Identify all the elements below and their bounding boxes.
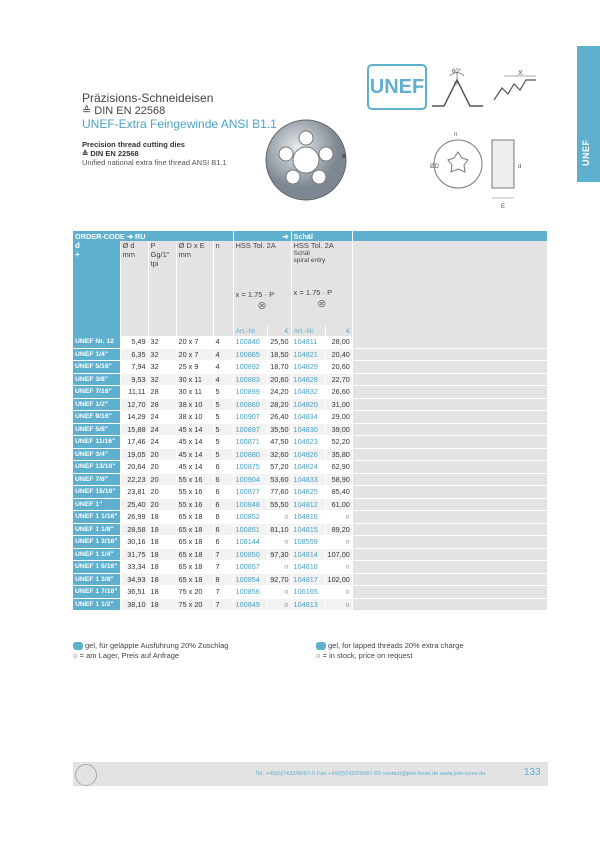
pitch-value: 24	[148, 411, 176, 424]
pitch-value: 18	[148, 586, 176, 599]
price-schael: 29,00	[325, 411, 352, 424]
header-hss2: HSS Tol. 2A Schäl spiral entry x = 1.75 · P ⊗	[291, 241, 352, 326]
pitch-value: 28	[148, 398, 176, 411]
norm-de: ≙ DIN EN 22568	[82, 105, 166, 117]
price-hss: 81,10	[267, 523, 291, 536]
dxe-value: 45 x 14	[176, 436, 213, 449]
dxe-value: 30 x 11	[176, 386, 213, 399]
artnr-schael: 104812	[291, 498, 325, 511]
pitch-value: 18	[148, 536, 176, 549]
price-hss: 57,20	[267, 461, 291, 474]
artnr-schael: 104821	[291, 348, 325, 361]
price-hss: 28,20	[267, 398, 291, 411]
price-hss: 92,70	[267, 573, 291, 586]
price-schael: 102,00	[325, 573, 352, 586]
diagram-d-label: d	[518, 164, 522, 170]
n-value: 6	[213, 498, 233, 511]
od-value: 26,99	[120, 511, 148, 524]
header-p: P Gg/1" tpi	[148, 241, 176, 326]
n-value: 7	[213, 598, 233, 611]
artnr-hss: 100860	[233, 398, 267, 411]
artnr-schael: 104816	[291, 511, 325, 524]
pitch-value: 24	[148, 423, 176, 436]
artnr-schael: 104813	[291, 598, 325, 611]
artnr-schael: 104830	[291, 423, 325, 436]
dxe-value: 45 x 14	[176, 448, 213, 461]
pitch-value: 24	[148, 436, 176, 449]
header-od: Ø d mm	[120, 241, 148, 326]
artnr-schael: 104817	[291, 573, 325, 586]
price-schael: 85,40	[325, 486, 352, 499]
table-row	[73, 386, 548, 399]
od-value: 14,29	[120, 411, 148, 424]
artnr-schael: 104825	[291, 486, 325, 499]
pitch-value: 18	[148, 548, 176, 561]
die-dimension-diagram	[430, 128, 530, 218]
artnr-hss: 100850	[233, 548, 267, 561]
dxe-value: 65 x 18	[176, 523, 213, 536]
header-n: n	[213, 241, 233, 326]
size-label: UNEF 5/8"	[73, 423, 120, 436]
size-label: UNEF 3/4"	[73, 448, 120, 461]
size-label: UNEF 7/16"	[73, 386, 120, 399]
artnr-schael: 104828	[291, 373, 325, 386]
cutting-die-image	[262, 116, 350, 204]
price-schael: 52,20	[325, 436, 352, 449]
pitch-value: 20	[148, 461, 176, 474]
order-code-bar	[73, 231, 548, 241]
table-row	[73, 411, 548, 424]
table-row	[73, 373, 548, 386]
price-hss: 77,60	[267, 486, 291, 499]
dxe-value: 30 x 11	[176, 373, 213, 386]
od-value: 30,16	[120, 536, 148, 549]
n-value: 7	[213, 548, 233, 561]
price-hss: 97,30	[267, 548, 291, 561]
n-value: 4	[213, 373, 233, 386]
od-value: 7,94	[120, 361, 148, 374]
price-schael: 107,00	[325, 548, 352, 561]
price-hss: 25,50	[267, 336, 291, 348]
subtitle-en: Unified national extra fine thread ANSI B1.1	[82, 158, 227, 167]
artnr-schael: 104811	[291, 336, 325, 348]
artnr-schael: 104833	[291, 473, 325, 486]
dxe-value: 75 x 20	[176, 586, 213, 599]
lapped-icon	[316, 642, 326, 650]
price-hss: 35,50	[267, 423, 291, 436]
artnr-schael: 104824	[291, 461, 325, 474]
thread-profile-icon	[430, 66, 485, 110]
size-label: UNEF 11/16"	[73, 436, 120, 449]
od-value: 5,49	[120, 336, 148, 348]
od-value: 6,35	[120, 348, 148, 361]
pitch-value: 32	[148, 373, 176, 386]
title-de: Präzisions-Schneideisen	[82, 91, 214, 105]
n-value: 5	[213, 411, 233, 424]
n-value: 5	[213, 423, 233, 436]
dxe-value: 55 x 16	[176, 473, 213, 486]
table-row	[73, 423, 548, 436]
artnr-hss: 100883	[233, 373, 267, 386]
legend-stock-de: ○ = am Lager, Preis auf Anfrage	[73, 651, 180, 660]
pitch-value: 20	[148, 498, 176, 511]
price-schael: 28,00	[325, 336, 352, 348]
artnr-hss: 100880	[233, 448, 267, 461]
od-value: 23,81	[120, 486, 148, 499]
size-label: UNEF 1 7/16"	[73, 586, 120, 599]
od-value: 12,70	[120, 398, 148, 411]
dxe-value: 65 x 18	[176, 561, 213, 574]
legend-lapped-de: gel, für geläppte Ausführung 20% Zuschlag	[73, 641, 228, 650]
title-en: Precision thread cutting dies	[82, 140, 185, 149]
price-schael: 89,20	[325, 523, 352, 536]
pitch-value: 18	[148, 511, 176, 524]
pitch-value: 20	[148, 486, 176, 499]
artnr-schael: 104818	[291, 561, 325, 574]
n-value: 6	[213, 461, 233, 474]
size-label: UNEF 1"	[73, 498, 120, 511]
subheader-artnr-2: Art.-Nr.	[291, 326, 325, 336]
chamfer-x-label: X	[518, 70, 523, 77]
dxe-value: 20 x 7	[176, 348, 213, 361]
od-value: 11,11	[120, 386, 148, 399]
artnr-hss: 100857	[233, 561, 267, 574]
od-value: 20,64	[120, 461, 148, 474]
table-row	[73, 473, 548, 486]
table-row	[73, 486, 548, 499]
price-hss: 26,40	[267, 411, 291, 424]
price-schael: 22,70	[325, 373, 352, 386]
artnr-schael: 104829	[291, 361, 325, 374]
artnr-schael: 104820	[291, 398, 325, 411]
price-hss: ○	[267, 598, 291, 611]
table-row	[73, 498, 548, 511]
dxe-value: 38 x 10	[176, 398, 213, 411]
dxe-value: 20 x 7	[176, 336, 213, 348]
thread-angle-label: 60°	[452, 69, 462, 75]
size-label: UNEF 1 1/2"	[73, 598, 120, 611]
product-table	[73, 231, 548, 611]
n-value: 7	[213, 561, 233, 574]
od-value: 17,46	[120, 436, 148, 449]
price-schael: ○	[325, 561, 352, 574]
pitch-value: 28	[148, 386, 176, 399]
dxe-value: 65 x 18	[176, 573, 213, 586]
price-hss: 32,60	[267, 448, 291, 461]
pitch-value: 18	[148, 561, 176, 574]
dxe-value: 65 x 18	[176, 536, 213, 549]
od-value: 33,34	[120, 561, 148, 574]
price-hss: ○	[267, 586, 291, 599]
pitch-value: 32	[148, 336, 176, 348]
header-dxe: Ø D x E mm	[176, 241, 213, 326]
dxe-value: 45 x 14	[176, 461, 213, 474]
table-row	[73, 561, 548, 574]
artnr-schael: 106165	[291, 586, 325, 599]
od-value: 36,51	[120, 586, 148, 599]
n-value: 4	[213, 336, 233, 348]
diagram-n-label: n	[454, 132, 458, 138]
size-label: UNEF 7/8"	[73, 473, 120, 486]
table-row	[73, 348, 548, 361]
pitch-value: 32	[148, 361, 176, 374]
size-label: UNEF 5/16"	[73, 361, 120, 374]
price-hss: ○	[267, 536, 291, 549]
price-hss: 53,60	[267, 473, 291, 486]
pitch-value: 32	[148, 348, 176, 361]
size-label: UNEF 9/16"	[73, 411, 120, 424]
artnr-schael: 104815	[291, 523, 325, 536]
artnr-hss: 100899	[233, 386, 267, 399]
table-row	[73, 436, 548, 449]
side-tab-label: UNEF	[581, 139, 591, 166]
artnr-hss: 100849	[233, 598, 267, 611]
n-value: 6	[213, 486, 233, 499]
artnr-schael: 104814	[291, 548, 325, 561]
artnr-hss: 100865	[233, 348, 267, 361]
price-hss: 24,20	[267, 386, 291, 399]
price-schael: ○	[325, 586, 352, 599]
dxe-value: 75 x 20	[176, 598, 213, 611]
norm-en: ≙ DIN EN 22568	[82, 149, 139, 158]
artnr-hss: 100854	[233, 573, 267, 586]
n-value: 6	[213, 536, 233, 549]
n-value: 5	[213, 386, 233, 399]
price-schael: 61,00	[325, 498, 352, 511]
n-value: 5	[213, 436, 233, 449]
dxe-value: 38 x 10	[176, 411, 213, 424]
dxe-value: 65 x 18	[176, 511, 213, 524]
n-value: 5	[213, 398, 233, 411]
column-header-row	[73, 241, 548, 326]
artnr-schael: 104832	[291, 386, 325, 399]
table-row	[73, 461, 548, 474]
pitch-value: 20	[148, 448, 176, 461]
size-label: UNEF 1 3/8"	[73, 573, 120, 586]
artnr-hss: 100856	[233, 586, 267, 599]
side-tab	[577, 46, 600, 182]
price-schael: 35,80	[325, 448, 352, 461]
price-schael: 58,90	[325, 473, 352, 486]
artnr-schael: 104834	[291, 411, 325, 424]
size-label: UNEF 1/4"	[73, 348, 120, 361]
table-row	[73, 361, 548, 374]
od-value: 31,75	[120, 548, 148, 561]
footer-contact: Tel. +49(0)7432/9087-0 Fax +49(0)7432/9087-60 contact@joto-boss.de www.joto-boss.de	[255, 771, 486, 777]
page-number: 133	[524, 767, 541, 778]
n-value: 4	[213, 348, 233, 361]
artnr-schael: 108559	[291, 536, 325, 549]
table-row	[73, 586, 548, 599]
artnr-hss: 100871	[233, 436, 267, 449]
size-label: UNEF 13/16"	[73, 461, 120, 474]
price-hss: 47,50	[267, 436, 291, 449]
header-hss1: HSS Tol. 2A x = 1.75 · P ⊗	[233, 241, 291, 326]
dxe-value: 55 x 16	[176, 486, 213, 499]
artnr-hss: 100875	[233, 461, 267, 474]
unef-badge: UNEF	[367, 64, 427, 110]
artnr-hss: 108144	[233, 536, 267, 549]
price-hss: 20,60	[267, 373, 291, 386]
size-label: UNEF 1 5/16"	[73, 561, 120, 574]
n-value: 6	[213, 511, 233, 524]
header-d: d +	[73, 241, 120, 326]
subheader-eur-1: €	[267, 326, 291, 336]
od-value: 28,58	[120, 523, 148, 536]
artnr-hss: 100907	[233, 411, 267, 424]
table-row	[73, 398, 548, 411]
artnr-hss: 100892	[233, 361, 267, 374]
n-value: 7	[213, 586, 233, 599]
dxe-value: 45 x 14	[176, 423, 213, 436]
price-schael: 39,00	[325, 423, 352, 436]
price-schael: ○	[325, 511, 352, 524]
od-value: 15,88	[120, 423, 148, 436]
pitch-value: 18	[148, 573, 176, 586]
price-schael: ○	[325, 536, 352, 549]
legend-stock-en: ○ = in stock, price on request	[316, 651, 413, 660]
size-label: UNEF 1 3/16"	[73, 536, 120, 549]
diagram-od-label: ØD	[430, 164, 439, 170]
size-label: UNEF 15/16"	[73, 486, 120, 499]
size-label: UNEF 3/8"	[73, 373, 120, 386]
artnr-schael: 104826	[291, 448, 325, 461]
price-hss: ○	[267, 561, 291, 574]
n-value: 6	[213, 473, 233, 486]
table-row	[73, 523, 548, 536]
table-row	[73, 336, 548, 348]
order-code-label: ORDER-CODE ➔ RU	[73, 231, 233, 241]
thread-p-label: P	[454, 82, 459, 88]
price-schael: 31,00	[325, 398, 352, 411]
diagram-e-label: E	[501, 204, 506, 210]
table-row	[73, 598, 548, 611]
price-hss: 18,50	[267, 348, 291, 361]
size-label: UNEF 1 1/8"	[73, 523, 120, 536]
od-value: 25,40	[120, 498, 148, 511]
n-value: 8	[213, 573, 233, 586]
dxe-value: 25 x 9	[176, 361, 213, 374]
table-row	[73, 573, 548, 586]
od-value: 19,05	[120, 448, 148, 461]
pitch-value: 18	[148, 598, 176, 611]
n-value: 5	[213, 448, 233, 461]
lapped-icon	[73, 642, 83, 650]
price-hss: ○	[267, 511, 291, 524]
price-hss: 55,50	[267, 498, 291, 511]
legend-lapped-en: gel, for lapped threads 20% extra charge	[316, 641, 464, 650]
table-row	[73, 548, 548, 561]
price-schael: 62,90	[325, 461, 352, 474]
schael-label: Schäl	[291, 231, 352, 241]
artnr-hss: 100877	[233, 486, 267, 499]
od-value: 34,93	[120, 573, 148, 586]
price-schael: 26,60	[325, 386, 352, 399]
subheader-eur-2: €	[325, 326, 352, 336]
size-label: UNEF 1/2"	[73, 398, 120, 411]
artnr-hss: 100851	[233, 523, 267, 536]
table-row	[73, 448, 548, 461]
artnr-hss: 100904	[233, 473, 267, 486]
order-code-arrow: ➔	[233, 231, 291, 241]
subtitle-de: UNEF-Extra Feingewinde ANSI B1.1	[82, 117, 277, 131]
size-label: UNEF 1 1/16"	[73, 511, 120, 524]
artnr-hss: 100897	[233, 423, 267, 436]
n-value: 6	[213, 523, 233, 536]
artnr-schael: 104823	[291, 436, 325, 449]
subheader-artnr-1: Art.-Nr.	[233, 326, 267, 336]
dxe-value: 65 x 18	[176, 548, 213, 561]
artnr-hss: 100852	[233, 511, 267, 524]
od-value: 22,23	[120, 473, 148, 486]
price-schael: ○	[325, 598, 352, 611]
dxe-value: 55 x 16	[176, 498, 213, 511]
subheader-row	[73, 326, 548, 336]
pitch-value: 18	[148, 523, 176, 536]
price-hss: 18,70	[267, 361, 291, 374]
size-label: UNEF Nr. 12	[73, 336, 120, 348]
artnr-hss: 100848	[233, 498, 267, 511]
od-value: 38,10	[120, 598, 148, 611]
od-value: 9,53	[120, 373, 148, 386]
table-row	[73, 511, 548, 524]
chamfer-profile-icon	[490, 66, 540, 110]
pitch-value: 20	[148, 473, 176, 486]
price-schael: 20,40	[325, 348, 352, 361]
table-row	[73, 536, 548, 549]
price-schael: 20,60	[325, 361, 352, 374]
company-logo	[75, 764, 97, 786]
size-label: UNEF 1 1/4"	[73, 548, 120, 561]
artnr-hss: 100840	[233, 336, 267, 348]
n-value: 4	[213, 361, 233, 374]
